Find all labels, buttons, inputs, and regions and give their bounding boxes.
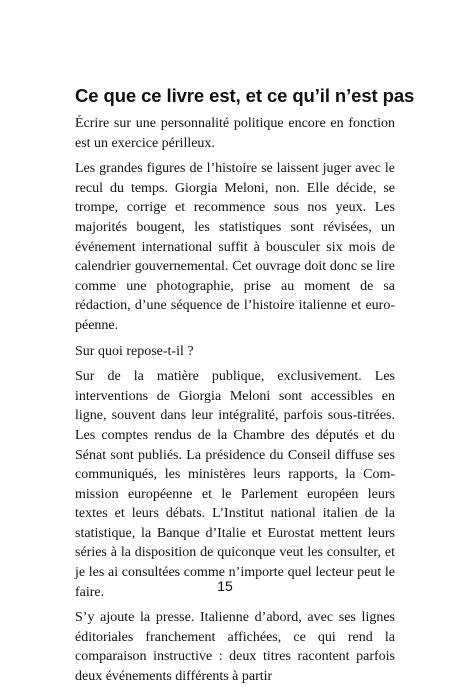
page-body (75, 85, 415, 693)
paragraph-3: Sur quoi repose-t-il ? (75, 343, 194, 359)
paragraph-4: Sur de la matière publique, exclusivement. Les interventions de Giorgia Meloni sont accessibles en ligne, souvent dans leur intégralité, parfois sous-titrées. Les comptes rendus de la Chambre des députés et du Sénat sont publiés. La présidence du Conseil diffuse ses communiqués, les ministères leurs rapports, la Commission européenne et le Parlement européen leurs textes et leurs débats. L’Institut national italien de la statistique, la Banque d’Italie et Eurostat mettent leurs séries à la disposition de quiconque veut les consulter, et je les ai consultées comme n’importe quel lecteur peut le faire. (75, 369, 395, 600)
paragraph-5: S’y ajoute la presse. Italienne d’abord, avec ses lignes éditoriales franchement affichées, ce qui rend la comparaison instructive : deux titres racontent parfois deux événements différents à partir (75, 610, 395, 685)
paragraph-2: Les grandes figures de l’histoire se laissent juger avec le recul du temps. Giorgia Meloni, non. Elle décide, se trompe, corrige et recommence sous nos yeux. Les majorités bougent, les statistiques sont révisées, un événement international suffit à bousculer six mois de calendrier gouvernemental. Cet ouvrage doit donc se lire comme une photographie, prise au moment de sa rédaction, d’une séquence de l’histoire italienne et européenne. (75, 161, 395, 333)
chapter-heading: Ce que ce livre est, et ce qu’il n’est pas (75, 85, 415, 106)
paragraph-1: Écrire sur une personnalité politique encore en fonction est un exercice périlleux. (75, 116, 395, 151)
page-number: 15 (217, 578, 233, 594)
